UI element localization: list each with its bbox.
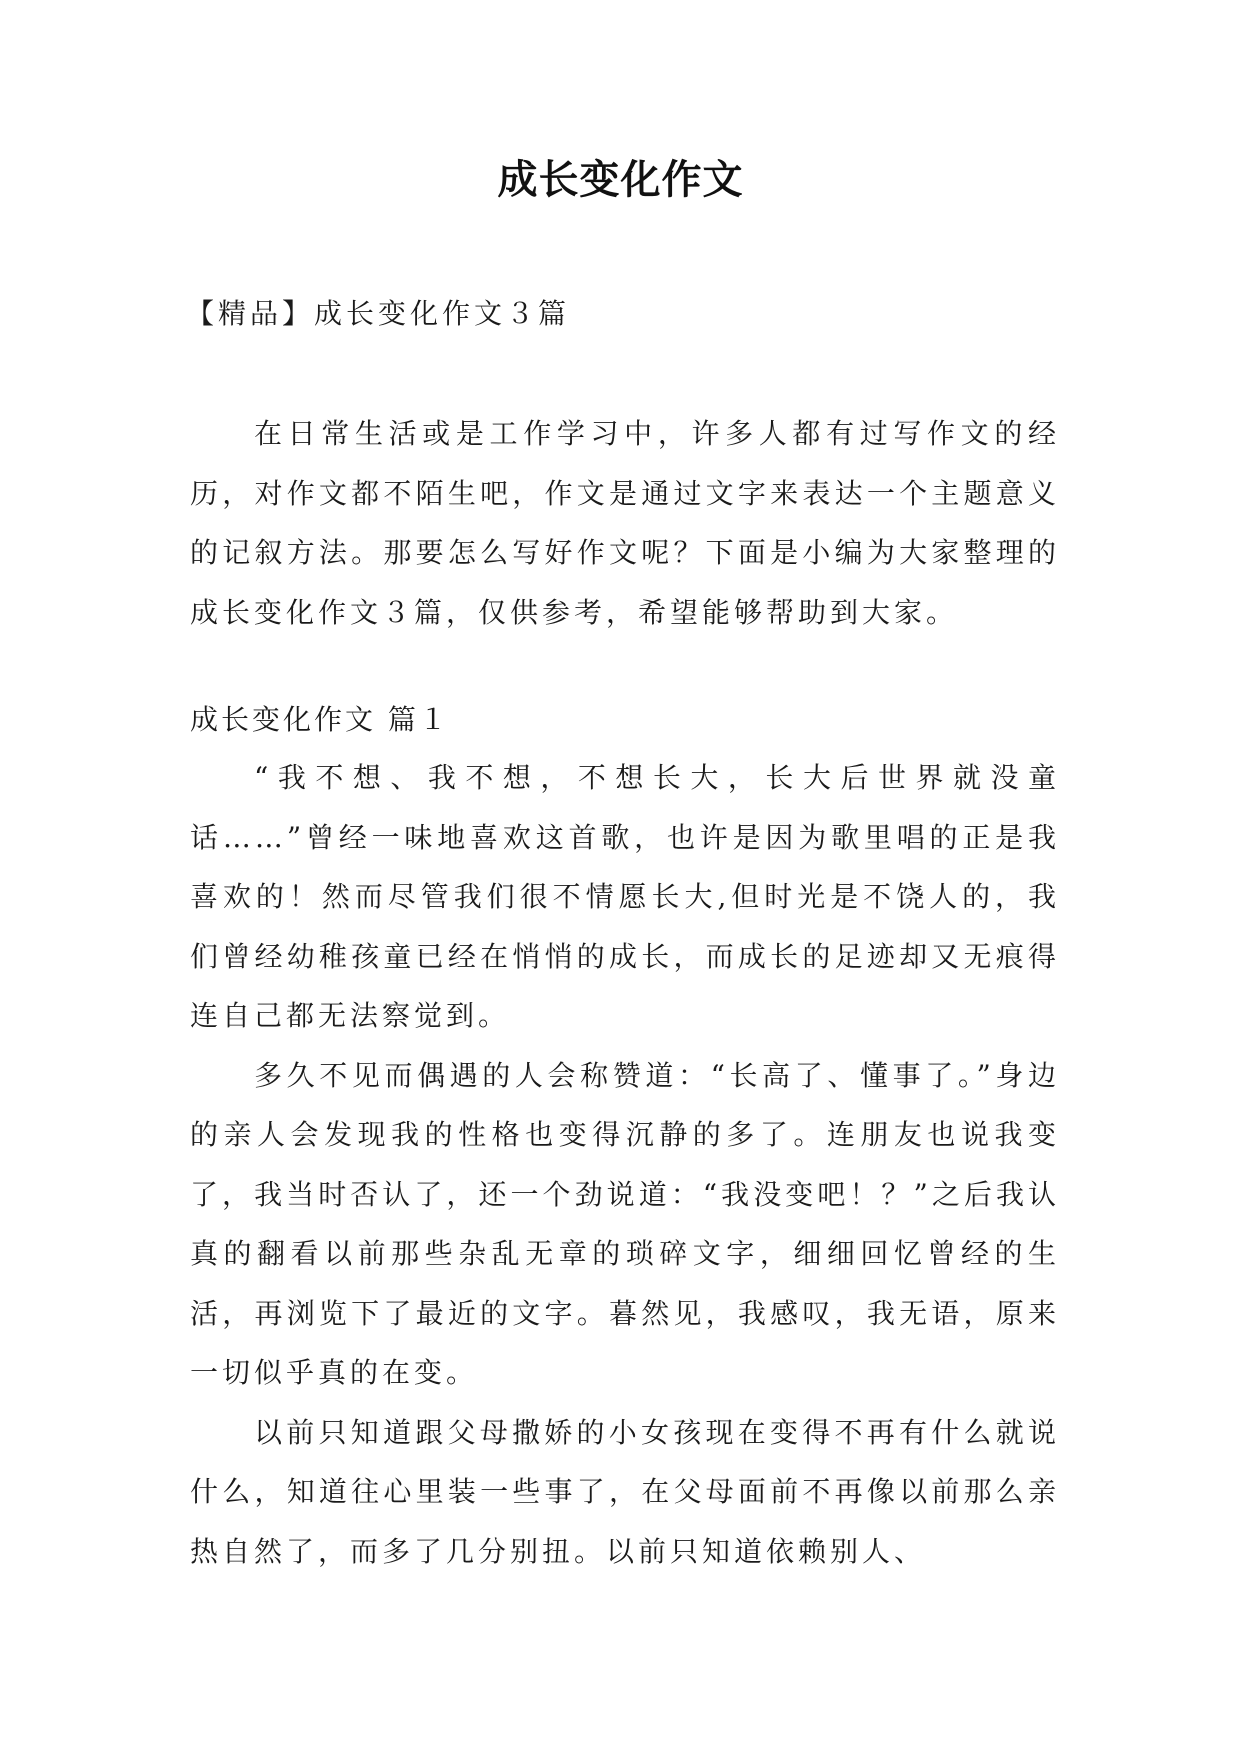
intro-section xyxy=(190,404,1060,642)
document-subtitle: 【精品】成长变化作文３篇 xyxy=(186,297,571,330)
document-title: 成长变化作文 xyxy=(497,157,744,203)
essay-paragraph: 多久不见而偶遇的人会称赞道：“长高了、懂事了。”身边的亲人会发现我的性格也变得沉静的多了。连朋友也说我变了，我当时否认了，还一个劲说道：“我没变吧！？”之后我认真的翻看以前那些杂乱无章的琐碎文字，细细回忆曾经的生活，再浏览下了最近的文字。暮然见，我感叹，我无语，原来一切似乎真的在变。 xyxy=(190,1058,1060,1389)
intro-paragraph: 在日常生活或是工作学习中，许多人都有过写作文的经历，对作文都不陌生吧，作文是通过文字来表达一个主题意义的记叙方法。那要怎么写好作文呢？下面是小编为大家整理的成长变化作文３篇，仅供参考，希望能够帮助到大家。 xyxy=(190,417,1060,629)
section-heading: 成长变化作文 篇１ xyxy=(190,703,450,736)
essay-body xyxy=(190,748,1060,1581)
essay-paragraph: 以前只知道跟父母撒娇的小女孩现在变得不再有什么就说什么，知道往心里装一些事了，在父母面前不再像以前那么亲热自然了，而多了几分别扭。以前只知道依赖别人、 xyxy=(190,1415,1060,1568)
essay-paragraph: “我不想、我不想，不想长大，长大后世界就没童话……”曾经一味地喜欢这首歌，也许是因为歌里唱的正是我喜欢的！然而尽管我们很不情愿长大,但时光是不饶人的，我们曾经幼稚孩童已经在悄悄的成长，而成长的足迹却又无痕得连自己都无法察觉到。 xyxy=(190,761,1060,1032)
